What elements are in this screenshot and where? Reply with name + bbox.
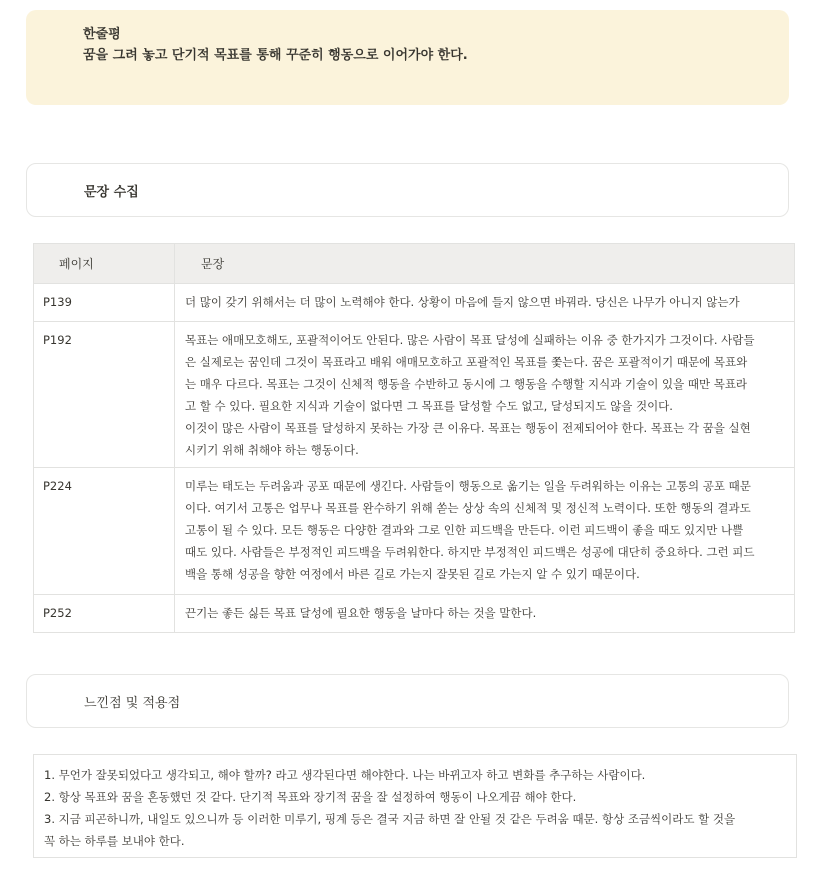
cell-page: P139 xyxy=(34,284,175,322)
table-row xyxy=(34,322,795,468)
list-item: 2. 항상 목표와 꿈을 혼동했던 것 같다. 단기적 목표와 장기적 꿈을 잘 설정하여 행동이 나오게끔 해야 한다. xyxy=(44,790,577,804)
cell-sentence: 목표는 애매모호해도, 포괄적이어도 안된다. 많은 사람이 목표 달성에 실패하는 이유 중 한가지가 그것이다. 사람들 은 실제로는 꿈인데 그것이 목표라고 배워 애매모호하고 포괄적인 목표를 쫓는다. 꿈은 포괄적이기 때문에 목표와 는 매우 다르다. 목표는 그것이 신체적 행동을 수반하고 동시에 그 행동을 수행할 지식과 기술이 있을 때만 목표라 고 할 수 있다. 필요한 지식과 기술이 없다면 그 목표를 달성할 수도 없고, 달성되지도 않을 것이다. 이것이 많은 사람이 목표를 달성하지 못하는 가장 큰 이유다. 목표는 행동이 전제되어야 한다. 목표는 각 꿈을 실현 시키기 위해 취해야 하는 행동이다. xyxy=(175,322,795,468)
cell-sentence: 더 많이 갖기 위해서는 더 많이 노력해야 한다. 상황이 마음에 들지 않으면 바꿔라. 당신은 나무가 아니지 않는가 xyxy=(175,284,795,322)
section-title-reflection: 느낀점 및 적용점 xyxy=(84,695,181,711)
summary-label: 한줄평 xyxy=(83,27,121,42)
table-row xyxy=(34,595,795,633)
cell-page: P252 xyxy=(34,595,175,633)
list-item: 3. 지금 피곤하니까, 내일도 있으니까 등 이러한 미루기, 핑계 등은 결국 지금 하면 잘 안될 것 같은 두려움 때문. 항상 조금씩이라도 할 것을 꼭 하는 하루를 보내야 한다. xyxy=(44,812,736,848)
column-header-sentence: 문장 xyxy=(175,244,795,284)
cell-sentence: 미루는 태도는 두려움과 공포 때문에 생긴다. 사람들이 행동으로 옮기는 일을 두려워하는 이유는 고통의 공포 때문 이다. 여기서 고통은 업무나 목표를 완수하기 위해 쏟는 상상 속의 신체적 및 정신적 노력이다. 또한 행동의 결과도 고통이 될 수 있다. 모든 행동은 다양한 결과와 그로 인한 피드백을 만든다. 이런 피드백이 좋을 때도 있지만 나쁠 때도 있다. 사람들은 부정적인 피드백을 두려워한다. 하지만 부정적인 피드백은 성공에 대단히 중요하다. 그런 피드 백을 통해 성공을 향한 여정에서 바른 길로 가는지 잘못된 길로 가는지 알 수 있기 때문이다. xyxy=(175,468,795,595)
section-title-collection: 문장 수집 xyxy=(84,184,139,200)
column-header-page: 페이지 xyxy=(34,244,175,284)
cell-sentence: 끈기는 좋든 싫든 목표 달성에 필요한 행동을 날마다 하는 것을 말한다. xyxy=(175,595,795,633)
table-row xyxy=(34,468,795,595)
table-row xyxy=(34,284,795,322)
quotes-table xyxy=(33,243,795,633)
cell-page: P224 xyxy=(34,468,175,595)
section-header-collection xyxy=(26,163,789,217)
cell-page: P192 xyxy=(34,322,175,468)
section-header-reflection xyxy=(26,674,789,728)
summary-quote: 꿈을 그려 놓고 단기적 목표를 통해 꾸준히 행동으로 이어가야 한다. xyxy=(83,48,468,63)
summary-callout xyxy=(26,10,789,105)
table-header-row xyxy=(34,244,795,284)
reflection-notes xyxy=(33,754,797,858)
list-item: 1. 무언가 잘못되었다고 생각되고, 해야 할까? 라고 생각된다면 해야한다. 나는 바뀌고자 하고 변화를 추구하는 사람이다. xyxy=(44,768,646,782)
